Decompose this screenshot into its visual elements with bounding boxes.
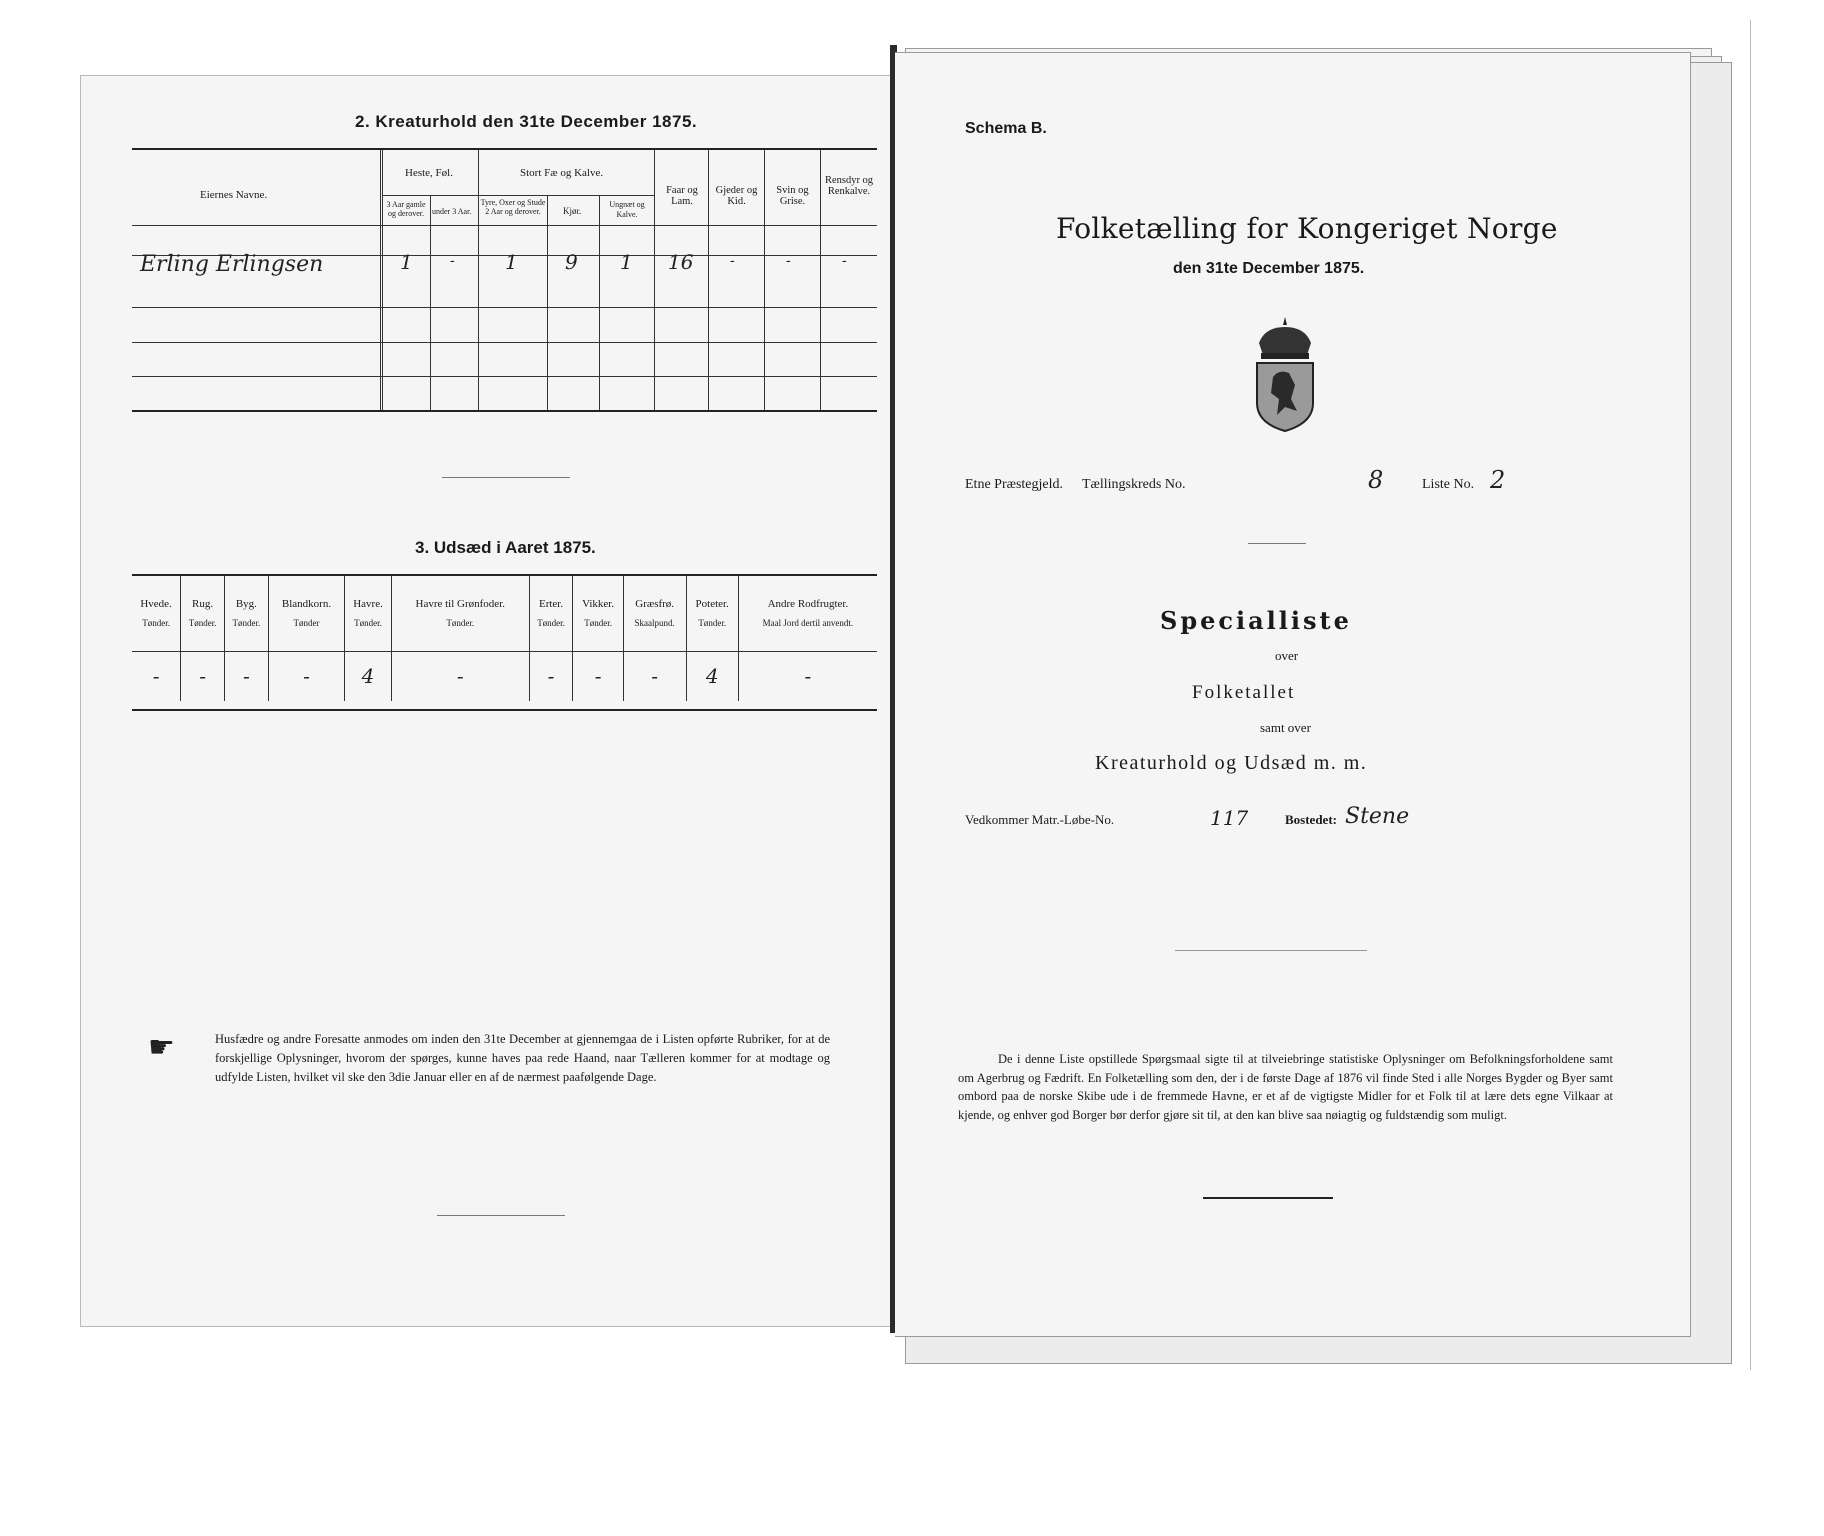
udsaed-crop-unit: Tønder. xyxy=(188,617,217,628)
udsaed-crop-name: Byg. xyxy=(235,597,257,610)
udsaed-crop-name: Poteter. xyxy=(695,597,729,610)
col-divider xyxy=(430,195,431,410)
udsaed-header-rule xyxy=(132,651,877,652)
udsaed-crop-unit: Tønder xyxy=(293,617,320,628)
specialliste-title: Specialliste xyxy=(1160,606,1352,635)
udsaed-header-cell xyxy=(345,576,392,651)
district-label: Tællingskreds No. xyxy=(1082,477,1186,492)
udsaed-crop-name: Andre Rodfrugter. xyxy=(767,597,849,610)
value-cattle-c: 1 xyxy=(620,250,633,274)
udsaed-crop-unit: Tønder. xyxy=(142,617,170,628)
value-horses-a: 1 xyxy=(400,250,413,274)
udsaed-value-cell: - xyxy=(391,651,529,701)
value-pigs: - xyxy=(786,253,791,269)
udsaed-value-cell: - xyxy=(529,651,573,701)
section3-bottom-rule xyxy=(132,709,877,711)
row-rule xyxy=(132,376,877,377)
udsaed-header-cell xyxy=(529,576,573,651)
udsaed-crop-unit: Maal Jord dertil anvendt. xyxy=(762,617,854,628)
matr-value: 117 xyxy=(1210,806,1249,830)
folketallet-label: Folketallet xyxy=(1192,682,1296,703)
udsaed-value-cell: - xyxy=(738,651,877,701)
header-goats: Gjeder og Kid. xyxy=(715,185,758,207)
samt-over-label: samt over xyxy=(1260,720,1311,735)
udsaed-header-cell xyxy=(738,576,877,651)
cattle-sub-rule xyxy=(478,195,654,196)
udsaed-table xyxy=(132,576,877,701)
header-cattle-b: Kjør. xyxy=(563,206,582,216)
bosted-value: Stene xyxy=(1345,804,1410,829)
udsaed-crop-unit: Tønder. xyxy=(446,617,475,628)
udsaed-header-cell xyxy=(391,576,529,651)
udsaed-crop-name: Blandkorn. xyxy=(281,597,332,610)
udsaed-crop-name: Erter. xyxy=(538,597,564,610)
list-label: Liste No. xyxy=(1422,477,1475,492)
col-divider xyxy=(599,195,600,410)
owner-name: Erling Erlingsen xyxy=(140,252,324,277)
udsaed-crop-name: Hvede. xyxy=(140,597,172,610)
udsaed-crop-unit: Tønder. xyxy=(698,617,727,628)
header-cattle-a: Tyre, Oxer og Stude 2 Aar og derover. xyxy=(480,198,546,216)
parish-label: Etne Præstegjeld. xyxy=(965,477,1063,492)
section3-title: 3. Udsæd i Aaret 1875. xyxy=(415,538,596,557)
document-title: Folketælling for Kongeriget Norge xyxy=(1056,212,1558,245)
section2-title: 2. Kreaturhold den 31te December 1875. xyxy=(355,112,698,131)
bottom-separator xyxy=(437,1215,565,1216)
udsaed-crop-name: Græsfrø. xyxy=(635,597,675,610)
udsaed-value-row xyxy=(132,651,877,701)
kreaturhold-label: Kreaturhold og Udsæd m. m. xyxy=(1095,752,1368,774)
value-reindeer: - xyxy=(842,253,847,269)
udsaed-header-cell xyxy=(623,576,686,651)
value-goats: - xyxy=(730,253,735,269)
udsaed-crop-name: Havre. xyxy=(353,597,383,610)
udsaed-crop-name: Havre til Grønfoder. xyxy=(415,597,505,610)
col-divider xyxy=(764,150,765,410)
pointing-hand-icon: ☛ xyxy=(148,1031,175,1064)
value-cattle-a: 1 xyxy=(505,250,518,274)
udsaed-value-cell: - xyxy=(181,651,225,701)
section2-top-rule xyxy=(132,148,877,150)
udsaed-crop-unit: Tønder. xyxy=(232,617,261,628)
header-horses-a: 3 Aar gamle og derover. xyxy=(386,200,426,218)
udsaed-value-cell: - xyxy=(268,651,344,701)
udsaed-crop-unit: Tønder. xyxy=(584,617,612,628)
col-divider xyxy=(654,150,655,410)
header-bottom-rule xyxy=(132,225,877,226)
intro-paragraph: De i denne Liste opstillede Spørgsmaal sigte til at tilveiebringe statistiske Oplysninger om Befolkningsforholdene samt om Agerbrug og Fædrift. En Folketælling som den, der i de første Dage af 1876 vil finde Sted i alle Norges Bygder og Byer samt ombord paa de norske Skibe ude i de fremmede Havne, er et af de vigtigste Midler for et Folk til at lære dets egne Vilkaar at kjende, og enhver god Borger bør derfor gjøre sit til, at den kan blive saa nøiagtig og fuldstændig som muligt. xyxy=(958,1052,1613,1122)
page-edge xyxy=(1750,20,1751,1370)
udsaed-crop-name: Rug. xyxy=(192,597,214,610)
udsaed-header-cell xyxy=(224,576,268,651)
schema-label: Schema B. xyxy=(965,120,1047,137)
section2-bottom-rule xyxy=(132,410,877,412)
value-horses-b: - xyxy=(450,253,455,269)
udsaed-crop-unit: Skaalpund. xyxy=(634,617,675,628)
over-label: over xyxy=(1275,648,1299,663)
col-divider xyxy=(547,195,548,410)
list-value: 2 xyxy=(1490,466,1506,494)
header-horses: Heste, Føl. xyxy=(405,167,453,179)
separator xyxy=(1248,543,1306,544)
col-divider xyxy=(478,150,479,410)
udsaed-crop-unit: Tønder. xyxy=(354,617,382,628)
horses-sub-rule xyxy=(382,195,478,196)
header-cattle-c: Ungnæt og Kalve. xyxy=(609,200,645,219)
udsaed-header-row xyxy=(132,576,877,651)
bosted-label: Bostedet: xyxy=(1285,812,1337,827)
udsaed-crop-name: Vikker. xyxy=(582,597,615,610)
udsaed-value-cell: - xyxy=(623,651,686,701)
coat-of-arms-icon xyxy=(1245,315,1325,435)
value-sheep: 16 xyxy=(668,250,694,274)
udsaed-value-cell: 4 xyxy=(686,651,738,701)
closing-rule xyxy=(1203,1197,1333,1199)
header-owner: Eiernes Navne. xyxy=(200,189,268,201)
udsaed-value-cell: - xyxy=(573,651,623,701)
udsaed-value-cell: - xyxy=(152,664,160,688)
udsaed-header-cell xyxy=(132,576,181,651)
header-horses-b: under 3 Aar. xyxy=(432,207,472,216)
row-rule xyxy=(132,307,877,308)
separator xyxy=(442,477,570,478)
row-rule xyxy=(132,342,877,343)
udsaed-value-cell: 4 xyxy=(345,651,392,701)
udsaed-header-cell xyxy=(573,576,623,651)
value-cattle-b: 9 xyxy=(565,250,578,274)
col-divider xyxy=(382,150,383,410)
col-divider xyxy=(820,150,821,410)
udsaed-header-cell xyxy=(686,576,738,651)
header-cattle: Stort Fæ og Kalve. xyxy=(520,167,604,179)
udsaed-crop-unit: Tønder. xyxy=(537,617,565,628)
header-reindeer: Rensdyr og Renkalve. xyxy=(824,175,874,197)
udsaed-value-cell: - xyxy=(224,651,268,701)
udsaed-header-cell xyxy=(268,576,344,651)
instruction-note: Husfædre og andre Foresatte anmodes om inden den 31te December at gjennemgaa de i Listen opførte Rubriker, for at de forskjellige Oplysninger, hvorom der spørges, kunne haves paa rede Haand, naar Tælleren kommer for at modtage og udfylde Listen, hvilket vil ske den 3die Januar eller en af de nærmest paafølgende Dage. xyxy=(215,1032,830,1084)
udsaed-header-cell xyxy=(181,576,225,651)
header-pigs: Svin og Grise. xyxy=(776,185,809,207)
separator xyxy=(1175,950,1367,951)
document-date: den 31te December 1875. xyxy=(1173,260,1365,277)
matr-label: Vedkommer Matr.-Løbe-No. xyxy=(965,812,1115,827)
col-divider xyxy=(380,150,381,410)
col-divider xyxy=(708,150,709,410)
header-sheep: Faar og Lam. xyxy=(666,185,698,207)
district-value: 8 xyxy=(1368,466,1384,494)
